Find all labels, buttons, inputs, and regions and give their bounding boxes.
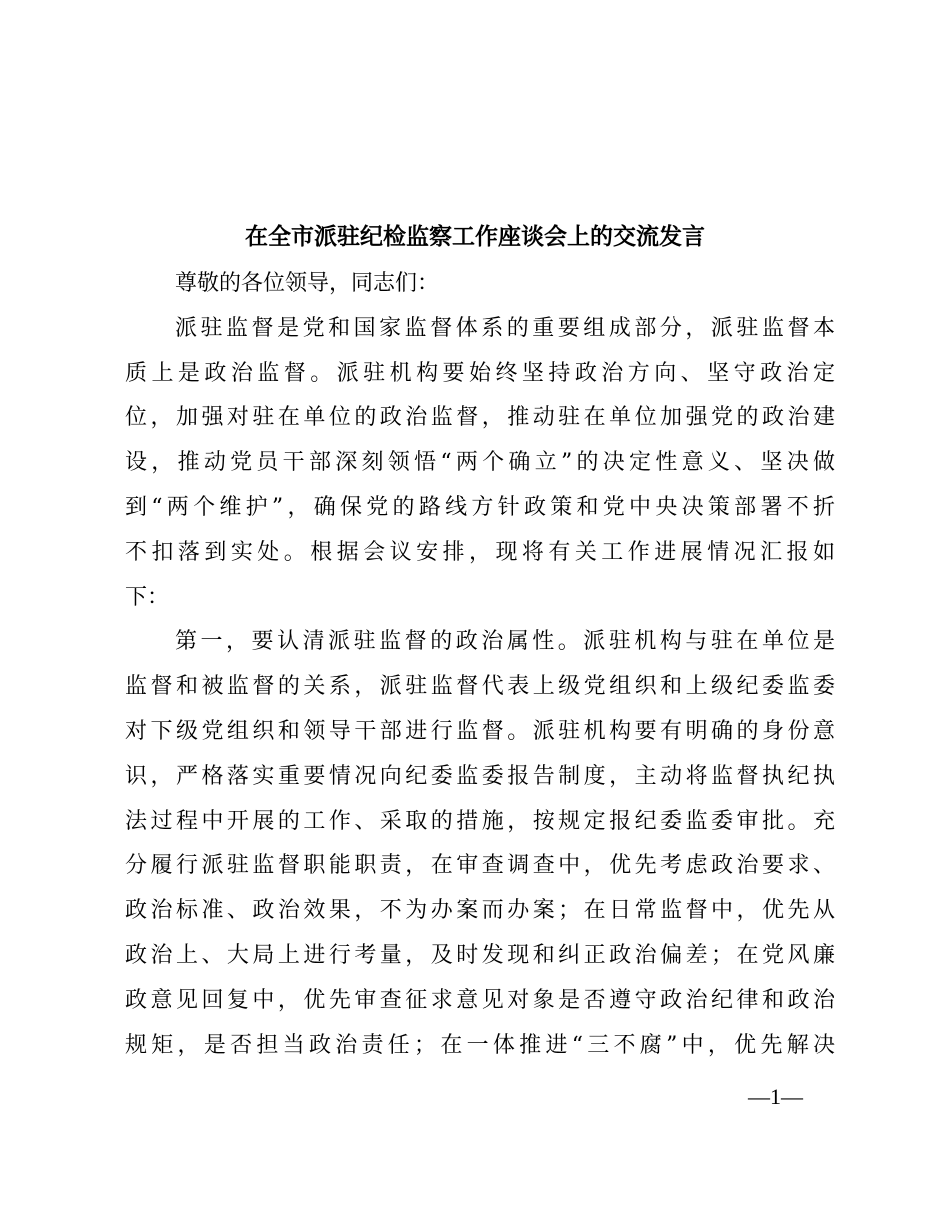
paragraph-2-line: 政治上、大局上进行考量，及时发现和纠正政治偏差；在党风廉 [125,942,835,968]
paragraph-1-line: 派驻监督是党和国家监督体系的重要组成部分，派驻监督本 [175,315,835,341]
document-title: 在全市派驻纪检监察工作座谈会上的交流发言 [245,223,705,250]
paragraph-2-line: 对下级党组织和领导干部进行监督。派驻机构要有明确的身份意 [125,718,835,744]
paragraph-1-line: 到“两个维护”，确保党的路线方针政策和党中央决策部署不折 [125,494,835,520]
paragraph-1-line: 质上是政治监督。派驻机构要始终坚持政治方向、坚守政治定 [125,360,835,386]
paragraph-2-line: 分履行派驻监督职能职责，在审查调查中，优先考虑政治要求、 [125,853,835,879]
paragraph-2-line: 规矩，是否担当政治责任；在一体推进“三不腐”中，优先解决 [125,1032,835,1058]
paragraph-1-line: 不扣落到实处。根据会议安排，现将有关工作进展情况汇报如 [125,539,835,565]
paragraph-2-line: 第一，要认清派驻监督的政治属性。派驻机构与驻在单位是 [175,629,835,655]
paragraph-1-line: 位，加强对驻在单位的政治监督，推动驻在单位加强党的政治建 [125,405,835,431]
document-body [125,262,835,1068]
paragraph-1-line: 设，推动党员干部深刻领悟“两个确立”的决定性意义、坚决做 [125,450,835,476]
paragraph-1-line: 下： [125,584,170,610]
salutation: 尊敬的各位领导，同志们： [175,271,440,296]
paragraph-2-line: 识，严格落实重要情况向纪委监委报告制度，主动将监督执纪执 [125,763,835,789]
paragraph-2-line: 监督和被监督的关系，派驻监督代表上级党组织和上级纪委监委 [125,674,835,700]
paragraph-2-line: 政治标准、政治效果，不为办案而办案；在日常监督中，优先从 [125,898,835,924]
paragraph-2-line: 法过程中开展的工作、采取的措施，按规定报纪委监委审批。充 [125,808,835,834]
page-number: —1— [748,1084,803,1109]
paragraph-2-line: 政意见回复中，优先审查征求意见对象是否遵守政治纪律和政治 [125,987,835,1013]
